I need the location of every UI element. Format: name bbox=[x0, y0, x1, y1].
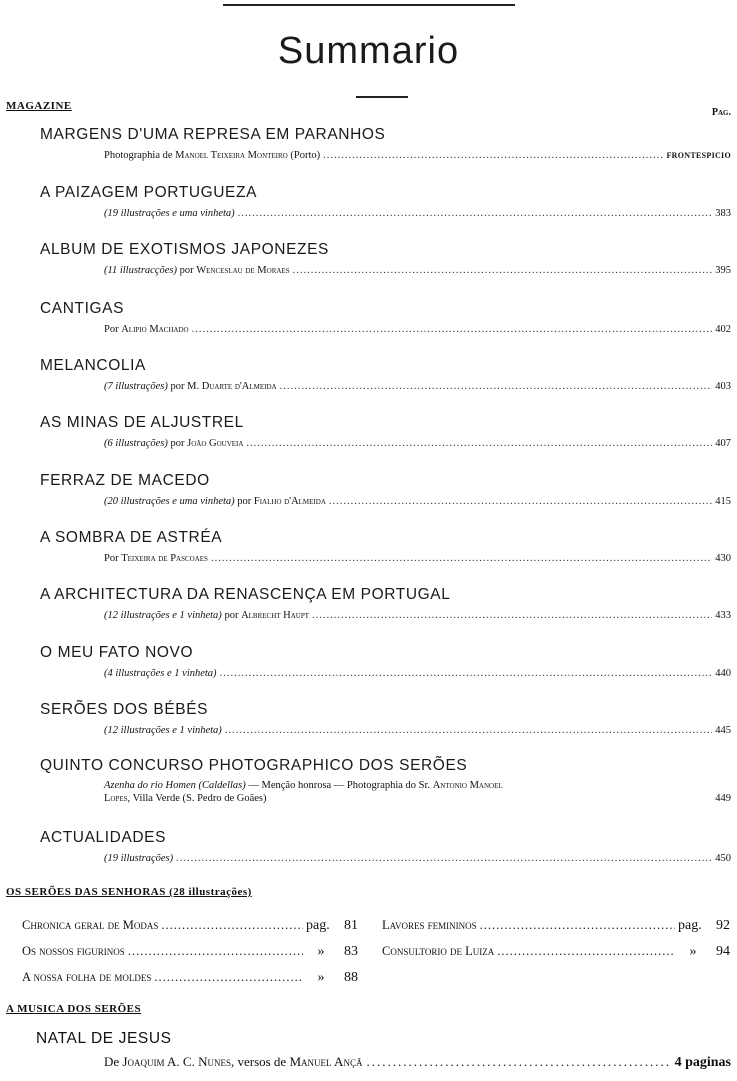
entry-title: A PAIZAGEM PORTUGUEZA bbox=[40, 184, 258, 201]
leader-dots bbox=[238, 208, 713, 219]
entry-page: 449 bbox=[715, 793, 731, 804]
entry-title: CANTIGAS bbox=[40, 300, 125, 317]
section-senhoras: OS SERÕES DAS SENHORAS (28 illustrações) bbox=[6, 886, 252, 898]
leader-dots bbox=[293, 265, 713, 276]
entry-page: 445 bbox=[715, 725, 731, 736]
entry-detail: Photographia de Manoel Teixeira Monteiro (Porto) ..... FRONTESPICIO bbox=[104, 150, 731, 161]
entry-page: 383 bbox=[715, 208, 731, 219]
leader-dots bbox=[225, 725, 712, 736]
toc-entry[interactable] bbox=[40, 701, 731, 736]
entry-page: 440 bbox=[715, 668, 731, 679]
entry-title: A ARCHITECTURA DA RENASCENÇA EM PORTUGAL bbox=[40, 586, 451, 603]
entry-title: MARGENS D'UMA REPRESA EM PARANHOS bbox=[40, 126, 386, 143]
toc-entry[interactable] bbox=[40, 586, 731, 621]
leader-dots bbox=[246, 438, 712, 449]
leader-dots bbox=[312, 610, 712, 621]
list-item[interactable]: A nossa folha de moldes ..... » 88 bbox=[22, 970, 358, 986]
toc-entry[interactable] bbox=[40, 126, 731, 161]
entry-detail: (4 illustrações e 1 vinheta) ..... 440 bbox=[104, 668, 731, 679]
entry-title: A SOMBRA DE ASTRÉA bbox=[40, 529, 223, 546]
entry-title: QUINTO CONCURSO PHOTOGRAPHICO DOS SERÕES bbox=[40, 757, 468, 774]
entry-detail: (19 illustrações e uma vinheta) ..... 383 bbox=[104, 208, 731, 219]
entry-title: AS MINAS DE ALJUSTREL bbox=[40, 414, 244, 431]
entry-detail: Por Teixeira de Pascoaes ..... 430 bbox=[104, 553, 731, 564]
leader-dots bbox=[192, 324, 713, 335]
list-item[interactable]: Os nossos figurinos ..... » 83 bbox=[22, 944, 358, 960]
toc-entry[interactable] bbox=[40, 529, 731, 564]
entry-detail: (19 illustrações) ..... 450 bbox=[104, 853, 731, 864]
entry-detail: (7 illustrações) por M. Duarte d'Almeida ..... 403 bbox=[104, 381, 731, 392]
leader-dots bbox=[220, 668, 713, 679]
list-item[interactable]: Chronica geral de Modas ..... pag. 81 bbox=[22, 918, 358, 934]
entry-page: 415 bbox=[715, 496, 731, 507]
musica-title[interactable]: NATAL DE JESUS bbox=[36, 1030, 172, 1047]
section-musica: A MUSICA DOS SERÕES bbox=[6, 1003, 142, 1015]
leader-dots bbox=[280, 381, 713, 392]
toc-entry[interactable] bbox=[40, 644, 731, 679]
pag-header: Pag. bbox=[711, 107, 731, 118]
list-item[interactable]: Lavores femininos ..... pag. 92 bbox=[382, 918, 730, 934]
entry-page: 395 bbox=[715, 265, 731, 276]
entry-title: SERÕES DOS BÉBÉS bbox=[40, 701, 209, 718]
leader-dots bbox=[366, 1054, 670, 1070]
leader-dots bbox=[211, 553, 712, 564]
section-magazine: MAGAZINE bbox=[6, 100, 72, 112]
entry-title: ACTUALIDADES bbox=[40, 829, 167, 846]
toc-entry[interactable] bbox=[40, 300, 731, 335]
page-title: Summario bbox=[277, 30, 460, 72]
toc-entry-concurso[interactable] bbox=[40, 757, 731, 805]
title-rule bbox=[356, 96, 408, 98]
leader-dots bbox=[323, 150, 663, 161]
entry-detail: Azenha do rio Homen (Caldellas) — Menção honrosa — Photographia do Sr. Antonio Manoel Lopes, Villa Verde (S. Pedro de Goães) 449 bbox=[104, 780, 731, 804]
entry-page: 430 bbox=[715, 553, 731, 564]
entry-page: 407 bbox=[715, 438, 731, 449]
top-rule bbox=[223, 4, 515, 6]
entry-detail: Por Alipio Machado ..... 402 bbox=[104, 324, 731, 335]
entry-page: 403 bbox=[715, 381, 731, 392]
toc-entry[interactable] bbox=[40, 414, 731, 449]
entry-title: O MEU FATO NOVO bbox=[40, 644, 194, 661]
entry-title: MELANCOLIA bbox=[40, 357, 146, 374]
toc-entry[interactable] bbox=[40, 241, 731, 276]
entry-page: 402 bbox=[715, 324, 731, 335]
musica-pages: 4 paginas bbox=[674, 1055, 731, 1070]
toc-entry[interactable] bbox=[40, 357, 731, 392]
musica-detail: De Joaquim A. C. Nunes, versos de Manuel Ançã ..... 4 paginas bbox=[104, 1054, 731, 1071]
entry-page: 433 bbox=[715, 610, 731, 621]
entry-detail: (12 illustrações e 1 vinheta) por Albrecht Haupt ..... 433 bbox=[104, 610, 731, 621]
toc-entry[interactable] bbox=[40, 472, 731, 507]
list-item[interactable]: Consultorio de Luiza ..... » 94 bbox=[382, 944, 730, 960]
entry-detail: (6 illustrações) por João Gouveia ..... 407 bbox=[104, 438, 731, 449]
leader-dots bbox=[176, 853, 712, 864]
entry-detail: (20 illustrações e uma vinheta) por Fialho d'Almeida ..... 415 bbox=[104, 496, 731, 507]
entry-page: FRONTESPICIO bbox=[666, 151, 731, 160]
toc-entry[interactable] bbox=[40, 184, 731, 219]
entry-title: ALBUM DE EXOTISMOS JAPONEZES bbox=[40, 241, 329, 258]
entry-title: FERRAZ DE MACEDO bbox=[40, 472, 210, 489]
entry-detail: (12 illustrações e 1 vinheta) ..... 445 bbox=[104, 725, 731, 736]
leader-dots bbox=[329, 496, 712, 507]
toc-entry[interactable] bbox=[40, 829, 731, 864]
entry-page: 450 bbox=[715, 853, 731, 864]
entry-detail: (11 illustracções) por Wenceslau de Moraes ..... 395 bbox=[104, 265, 731, 276]
